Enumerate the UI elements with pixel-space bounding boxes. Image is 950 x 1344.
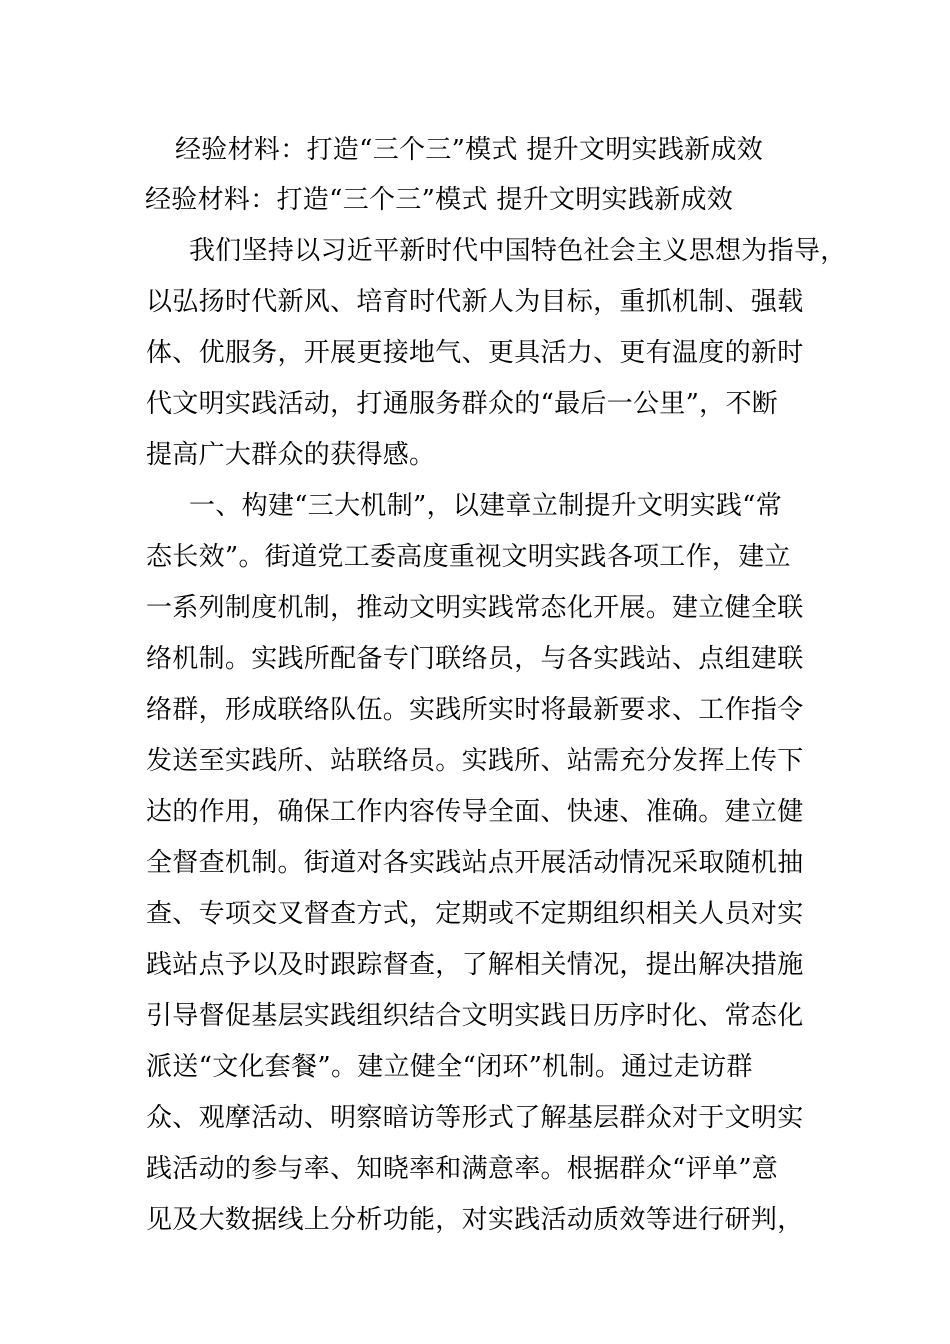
paragraph-1-line-4: 代文明实践活动，打通服务群众的“最后一公里”，不断 xyxy=(146,389,779,419)
paragraph-2-line-6: 发送至实践所、站联络员。实践所、站需充分发挥上传下 xyxy=(146,746,804,776)
paragraph-2-line-8: 全督查机制。街道对各实践站点开展活动情况采取随机抽 xyxy=(146,848,804,878)
paragraph-2-line-2: 态长效”。街道党工委高度重视文明实践各项工作，建立 xyxy=(146,542,791,572)
paragraph-2-line-4: 络机制。实践所配备专门联络员，与各实践站、点组建联 xyxy=(146,644,804,674)
paragraph-1-line-3: 体、优服务，开展更接地气、更具活力、更有温度的新时 xyxy=(146,338,804,368)
paragraph-2-line-1: 一、构建“三大机制”，以建章立制提升文明实践“常 xyxy=(189,491,783,521)
paragraph-2-line-11: 引导督促基层实践组织结合文明实践日历序时化、常态化 xyxy=(146,1001,804,1031)
paragraph-2-line-12: 派送“文化套餐”。建立健全“闭环”机制。通过走访群 xyxy=(146,1052,753,1082)
paragraph-1-line-1: 我们坚持以习近平新时代中国特色社会主义思想为指导， xyxy=(189,236,847,266)
paragraph-2-line-10: 践站点予以及时跟踪督查，了解相关情况，提出解决措施 xyxy=(146,950,804,980)
paragraph-1-line-2: 以弘扬时代新风、培育时代新人为目标，重抓机制、强载 xyxy=(146,287,804,317)
paragraph-2-line-5: 络群，形成联络队伍。实践所实时将最新要求、工作指令 xyxy=(146,695,804,725)
paragraph-2-line-15: 见及大数据线上分析功能，对实践活动质效等进行研判， xyxy=(146,1205,804,1235)
document-title-line-2: 经验材料：打造“三个三”模式 提升文明实践新成效 xyxy=(145,185,734,215)
document-title-line-1: 经验材料：打造“三个三”模式 提升文明实践新成效 xyxy=(175,135,764,165)
paragraph-2-line-13: 众、观摩活动、明察暗访等形式了解基层群众对于文明实 xyxy=(146,1103,804,1133)
paragraph-2-line-3: 一系列制度机制，推动文明实践常态化开展。建立健全联 xyxy=(146,593,804,623)
paragraph-2-line-9: 查、专项交叉督查方式，定期或不定期组织相关人员对实 xyxy=(146,899,804,929)
paragraph-1-line-5: 提高广大群众的获得感。 xyxy=(146,440,436,470)
paragraph-2-line-7: 达的作用，确保工作内容传导全面、快速、准确。建立健 xyxy=(146,797,804,827)
paragraph-2-line-14: 践活动的参与率、知晓率和满意率。根据群众“评单”意 xyxy=(146,1154,779,1184)
